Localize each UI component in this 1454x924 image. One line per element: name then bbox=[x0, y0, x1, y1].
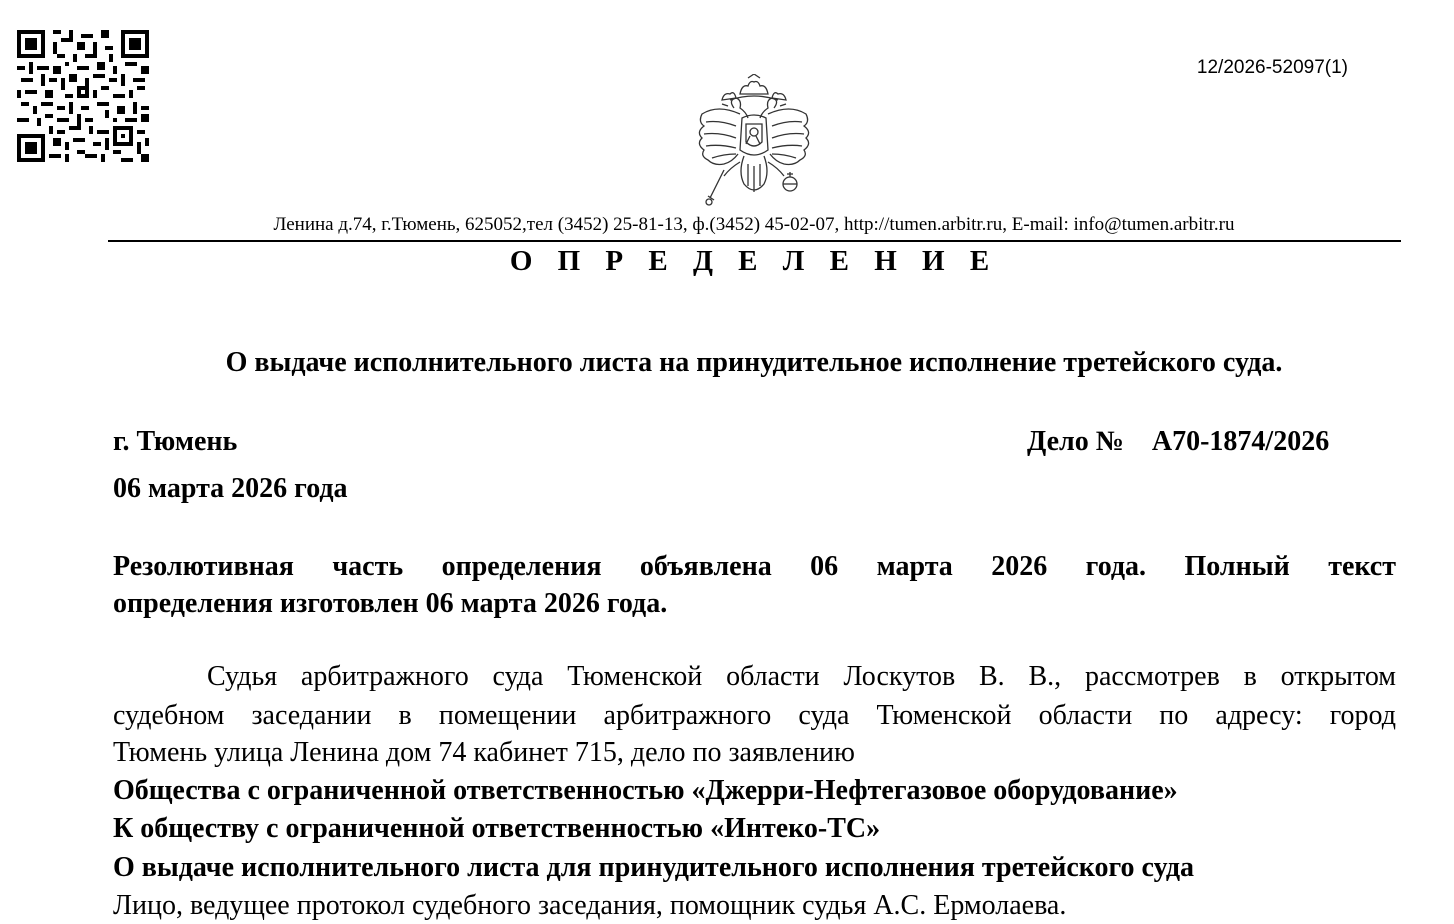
protocol-note: Лицо, ведущее протокол судебного заседания, помощник судья А.С. Ермолаева. bbox=[113, 890, 1067, 921]
header-divider bbox=[108, 240, 1401, 242]
case-number: А70-1874/2026 bbox=[1151, 426, 1330, 457]
body-text-line: судебном заседании в помещении арбитражного суда Тюменской области по адресу: город bbox=[113, 700, 1396, 731]
qr-code-icon bbox=[16, 30, 150, 162]
document-subject: О выдаче исполнительного листа на принудительное исполнение третейского суда. bbox=[225, 347, 1283, 378]
resolution-line: определения изготовлен 06 марта 2026 года. bbox=[113, 588, 668, 619]
document-number: 12/2026-52097(1) bbox=[1196, 57, 1348, 78]
case-topic: О выдаче исполнительного листа для принудительного исполнения третейского суда bbox=[113, 852, 1194, 883]
resolution-statement bbox=[113, 548, 1396, 622]
document-date: 06 марта 2026 года bbox=[113, 473, 348, 504]
resolution-line: Резолютивная часть определения объявлена 06 марта 2026 года. Полный текст bbox=[113, 551, 1396, 582]
document-title: О П Р Е Д Е Л Е Н И Е bbox=[509, 245, 999, 277]
city: г. Тюмень bbox=[113, 426, 238, 457]
court-address: Ленина д.74, г.Тюмень, 625052,тел (3452) 25-81-13, ф.(3452) 45-02-07, http://tumen.arbitr.ru, E-mail: info@tumen.arbitr.ru bbox=[273, 214, 1235, 235]
case-label: Дело № bbox=[1027, 426, 1124, 457]
respondent-name: К обществу с ограниченной ответственностью «Интеко-ТС» bbox=[113, 813, 881, 844]
body-text-line: Тюмень улица Ленина дом 74 кабинет 715, дело по заявлению bbox=[113, 737, 855, 768]
body-text-line: Судья арбитражного суда Тюменской области Лоскутов В. В., рассмотрев в открытом bbox=[207, 661, 1396, 692]
case-reference bbox=[1027, 426, 1329, 458]
russian-coat-of-arms-icon bbox=[690, 74, 818, 210]
applicant-name: Общества с ограниченной ответственностью «Джерри-Нефтегазовое оборудование» bbox=[113, 775, 1178, 806]
